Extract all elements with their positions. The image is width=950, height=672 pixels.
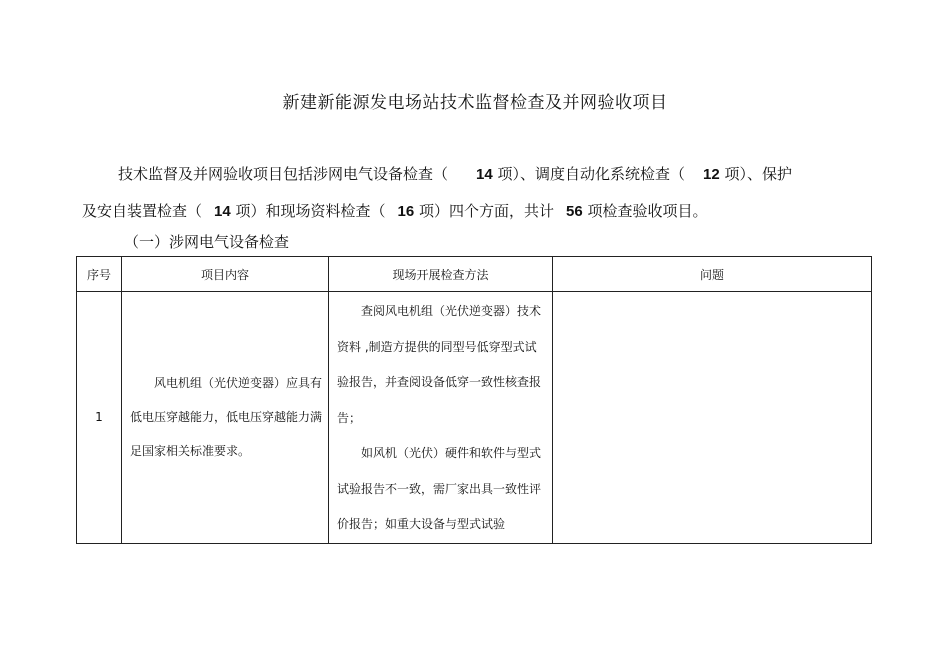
header-serial: 序号	[77, 257, 122, 292]
section-heading: （一）涉网电气设备检查	[124, 233, 290, 251]
header-content: 项目内容	[122, 257, 329, 292]
intro-line-1	[82, 156, 872, 193]
count-total-items: 56	[565, 203, 583, 220]
intro-text: 项）、调度自动化系统检查（	[497, 165, 685, 183]
cell-method	[329, 292, 553, 544]
document-title: 新建新能源发电场站技术监督检查及并网验收项目	[282, 93, 668, 113]
intro-text: 项）四个方面，共计	[418, 202, 554, 220]
intro-text: 项检查验收项目。	[587, 202, 708, 220]
cell-issue[interactable]	[553, 292, 872, 544]
intro-paragraph	[82, 156, 872, 230]
intro-text: 项）、保护	[724, 165, 792, 183]
intro-text: 技术监督及并网验收项目包括涉网电气设备检查（	[118, 165, 449, 183]
intro-text: 及安自装置检查（	[82, 202, 203, 220]
count-protection-devices: 14	[214, 203, 231, 220]
inspection-table	[76, 256, 872, 544]
count-onsite-documents: 16	[397, 203, 415, 220]
count-dispatch-automation: 12	[703, 166, 720, 183]
count-grid-equipment: 14	[476, 166, 493, 183]
table-row	[77, 292, 872, 544]
header-method: 现场开展检查方法	[329, 257, 553, 292]
method-paragraph: 查阅风电机组（光伏逆变器）技术资料 ,制造方提供的同型号低穿型式试验报告，并查阅设备低穿一致性核查报告；	[337, 304, 542, 425]
intro-text: 项）和现场资料检查（	[235, 202, 386, 220]
table-header-row	[77, 257, 872, 292]
method-paragraph: 如风机（光伏）硬件和软件与型式试验报告不一致，需厂家出具一致性评价报告；如重大设备与型式试验	[337, 446, 542, 531]
header-issue: 问题	[553, 257, 872, 292]
cell-content: 风电机组（光伏逆变器）应具有低电压穿越能力，低电压穿越能力满足国家相关标准要求。	[122, 292, 329, 544]
intro-line-2	[82, 193, 872, 230]
cell-serial: 1	[77, 292, 122, 544]
